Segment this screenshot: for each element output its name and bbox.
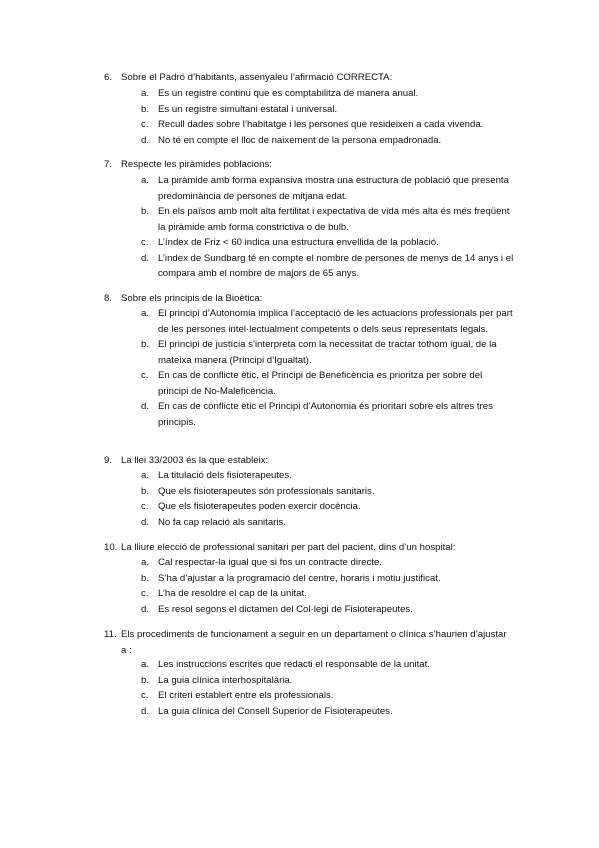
option-letter: d. (141, 252, 150, 264)
option-letter: a. (141, 470, 150, 481)
option-text: El principi de justícia s’interpreta com la necessitat de tractar tothom igual, de la mateixa manera (Principi d’Igualtat). (158, 339, 497, 366)
option-letter: d. (141, 705, 150, 717)
option (0, 251, 599, 282)
option (0, 399, 599, 430)
option-letter: c. (141, 237, 149, 248)
question-number: 7. (104, 159, 113, 170)
option-letter: b. (141, 206, 150, 217)
option-text: El principi d’Autonomia implica l’acceptació de les actuacions professionals per part de les persones intel·lectualment competents o dels seus representats legals. (158, 308, 513, 335)
option (0, 204, 599, 235)
option-letter: c. (141, 370, 149, 381)
option-text: La guia clínica interhospitalària. (158, 674, 293, 686)
question-text: Sobre els principis de la Bioètica: (121, 293, 263, 304)
option-letter: b. (141, 103, 150, 115)
option-text: S’ha d’ajustar a la programació del centre, horaris i motiu justificat. (158, 572, 441, 584)
option (0, 571, 599, 587)
options-10 (0, 555, 599, 617)
option-text: En cas de conflicte ètic, el Principi de Beneficència es prioritza per sobre del principi de No-Maleficència. (158, 370, 483, 397)
option-letter: a. (141, 88, 150, 99)
option-letter: d. (141, 603, 150, 615)
option (0, 555, 599, 571)
option (0, 499, 599, 515)
option (0, 704, 599, 720)
option-letter: a. (141, 557, 150, 568)
option-text: L’index de Sundbarg té en compte el nombre de persones de menys de 14 anys i el compara amb el nombre de majors de 65 anys. (158, 252, 514, 279)
option (0, 173, 599, 204)
option-text: Es un registre simultani estatal i universal. (158, 103, 338, 115)
option-letter: b. (141, 339, 150, 350)
option-letter: c. (141, 119, 149, 130)
option-text: La piràmide amb forma expansiva mostra una estructura de població que presenta predominància de persones de mitjana edat. (158, 175, 509, 202)
option-letter: b. (141, 572, 150, 584)
option (0, 117, 599, 133)
options-9 (0, 468, 599, 530)
option (0, 468, 599, 484)
question-number: 10. (104, 542, 118, 553)
option-text: Es un registre continu que es comptabilitza de manera anual. (158, 88, 419, 99)
option (0, 657, 599, 673)
option-text: En els països amb molt alta fertilitat i expectativa de vida més alta és més freqüent la piràmide amb forma constrictiva o de bulb. (158, 206, 510, 233)
option-text: No fa cap relació als sanitaris. (158, 516, 286, 528)
option-text: L’ha de resoldre el cap de la unitat. (158, 588, 307, 599)
question-number: 6. (104, 72, 113, 83)
option-letter: d. (141, 516, 150, 528)
question-text: Respecte les piràmides poblacions: (121, 159, 272, 170)
option (0, 133, 599, 149)
question-number: 11. (104, 629, 117, 640)
option (0, 337, 599, 368)
option (0, 673, 599, 689)
options-11 (0, 657, 599, 719)
question-number: 9. (104, 455, 113, 466)
option-text: Cal respectar-la igual que si fos un contracte directe. (158, 557, 382, 568)
question-text: Sobre el Padró d’habitants, assenyaleu l’afirmació CORRECTA: (121, 72, 393, 83)
option-text: No té en compte el lloc de naixement de la persona empadronada. (158, 134, 442, 146)
option-text: Que els fisioterapeutes poden exercir docència. (158, 501, 361, 512)
option (0, 368, 599, 399)
option-text: Les instruccions escrites que redacti el responsable de la unitat. (158, 659, 430, 670)
option (0, 86, 599, 102)
option-letter: d. (141, 401, 150, 412)
option-text: L’índex de Friz < 60 indica una estructura envellida de la població. (158, 237, 439, 248)
option-letter: a. (141, 175, 150, 186)
option-text: En cas de conflicte ètic el Principi d’Autonomia és prioritari sobre els altres tres principis. (158, 401, 493, 428)
question-number: 8. (104, 293, 113, 304)
option-letter: b. (141, 485, 150, 497)
option (0, 484, 599, 500)
option-letter: c. (141, 690, 149, 701)
option-letter: c. (141, 588, 149, 599)
option-text: La titulació dels fisioterapeutes. (158, 470, 292, 481)
option-text: Que els fisioterapeutes són professionals sanitaris. (158, 485, 375, 497)
option (0, 235, 599, 251)
option-text: Recull dades sobre l’habitatge i les persones que resideixen a cada vivenda. (158, 119, 484, 130)
options-7 (0, 173, 599, 282)
question-text: La lliure elecció de professional sanitari per part del pacient, dins d’un hospital: (121, 542, 456, 553)
option (0, 102, 599, 118)
options-6 (0, 86, 599, 148)
option (0, 515, 599, 531)
option-letter: b. (141, 674, 150, 686)
option (0, 602, 599, 618)
option-text: El criteri establert entre els professionals. (158, 690, 334, 701)
option (0, 586, 599, 602)
option-letter: a. (141, 308, 150, 319)
option-letter: c. (141, 501, 149, 512)
option-letter: a. (141, 659, 150, 670)
option (0, 306, 599, 337)
option-text: La guia clínica del Consell Superior de Fisioterapeutes. (158, 705, 393, 717)
question-text: La llei 33/2003 és la que estableix: (121, 455, 269, 466)
option-text: Es resol segons el dictamen del Col·legi de Fisioterapeutes. (158, 603, 413, 615)
question-text: Els procediments de funcionament a seguir en un departament o clínica s’haurien d’ajustar a : (121, 629, 507, 656)
option-letter: d. (141, 134, 150, 146)
options-8 (0, 306, 599, 430)
option (0, 688, 599, 704)
